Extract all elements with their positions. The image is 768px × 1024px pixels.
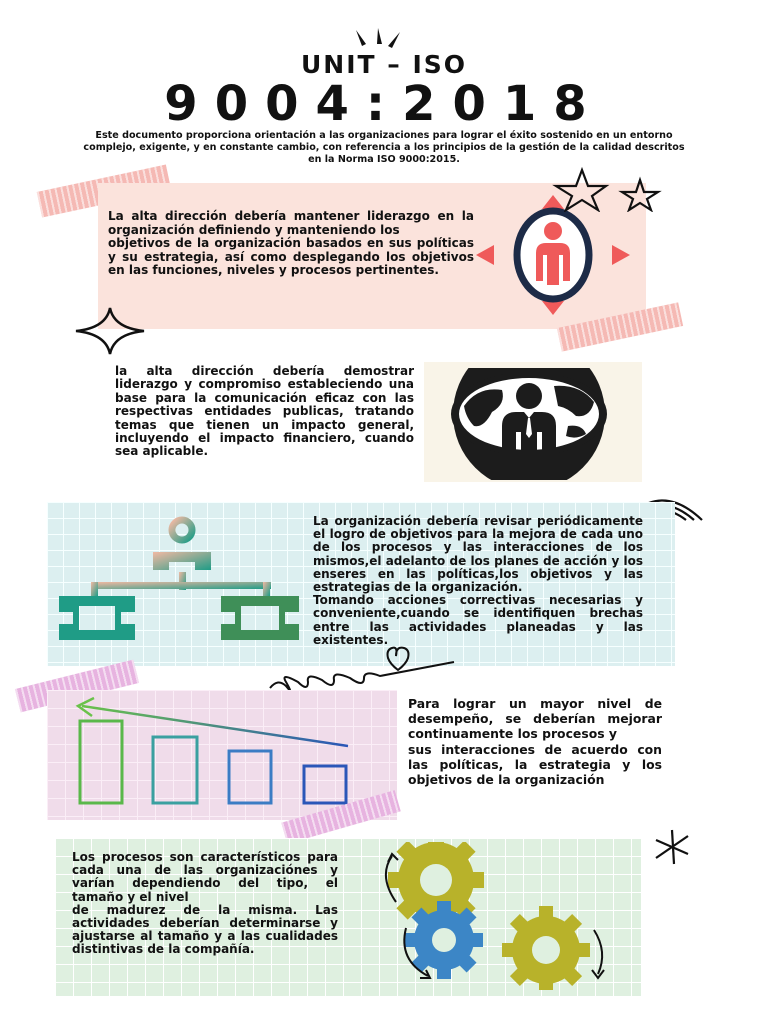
- title-unit: UNIT – ISO: [300, 50, 468, 79]
- section-5-text: Los procesos son característicos para cada una de las organizaciónes y varían dependiendo del tipo, el tamaño y el nivel de madurez de la misma. Las actividades deberían determinarse y ajustarse al tamaño y a las cualidades distintivas de la compañía.: [72, 850, 338, 957]
- sparkle-doodle-icon: [74, 306, 146, 356]
- businessman-globe-icon: [444, 368, 614, 480]
- intro-paragraph: Este documento proporciona orientación a las organizaciones para lograr el éxito sostenido en un entorno complejo, exigente, y en constante cambio, con referencia a los principios de la gestión de la calidad descritos en la Norma ISO 9000:2015.: [83, 130, 685, 165]
- gears-icon: [368, 842, 630, 990]
- improvement-bars-icon: [60, 694, 356, 810]
- section-2-text: la alta dirección debería demostrar liderazgo y compromiso estableciendo una base para la comunicación eficaz con las respectivas entidades publicas, tratando temas que tienen un impacto general, incluyendo el impacto financiero, cuando sea aplicable.: [115, 364, 414, 459]
- title-number: 9004:2018: [164, 76, 604, 132]
- org-chart-icon: [55, 516, 305, 656]
- section-1-text: La alta dirección debería mantener liderazgo en la organización definiendo y manteniendo los objetivos de la organización basados en sus políticas y su estrategia, así como desplegando los objetivos en las funciones, niveles y procesos pertinentes.: [108, 209, 474, 278]
- sparkle-decoration-icon: [350, 26, 410, 50]
- asterisk-doodle-icon: [650, 828, 694, 866]
- star-doodle-icon: [552, 166, 668, 212]
- section-3-text: La organización debería revisar periódicamente el logro de objetivos para la mejora de cada uno de los procesos y las interacciones de los mismos,el adelanto de los planes de acción y los enseres en las políticas,los objetivos y las estrategias de la organización. Tomando acciones correctivas necesarias y conveniente,cuando se identifiquen brechas entre las actividades planeadas y las existentes.: [313, 514, 643, 647]
- section-4-text: Para lograr un mayor nivel de desempeño, se deberían mejorar continuamente los procesos y sus interacciones de acuerdo con las políticas, la estrategia y los objetivos de la organización: [408, 696, 662, 788]
- loop-line-doodle-icon: [268, 636, 458, 696]
